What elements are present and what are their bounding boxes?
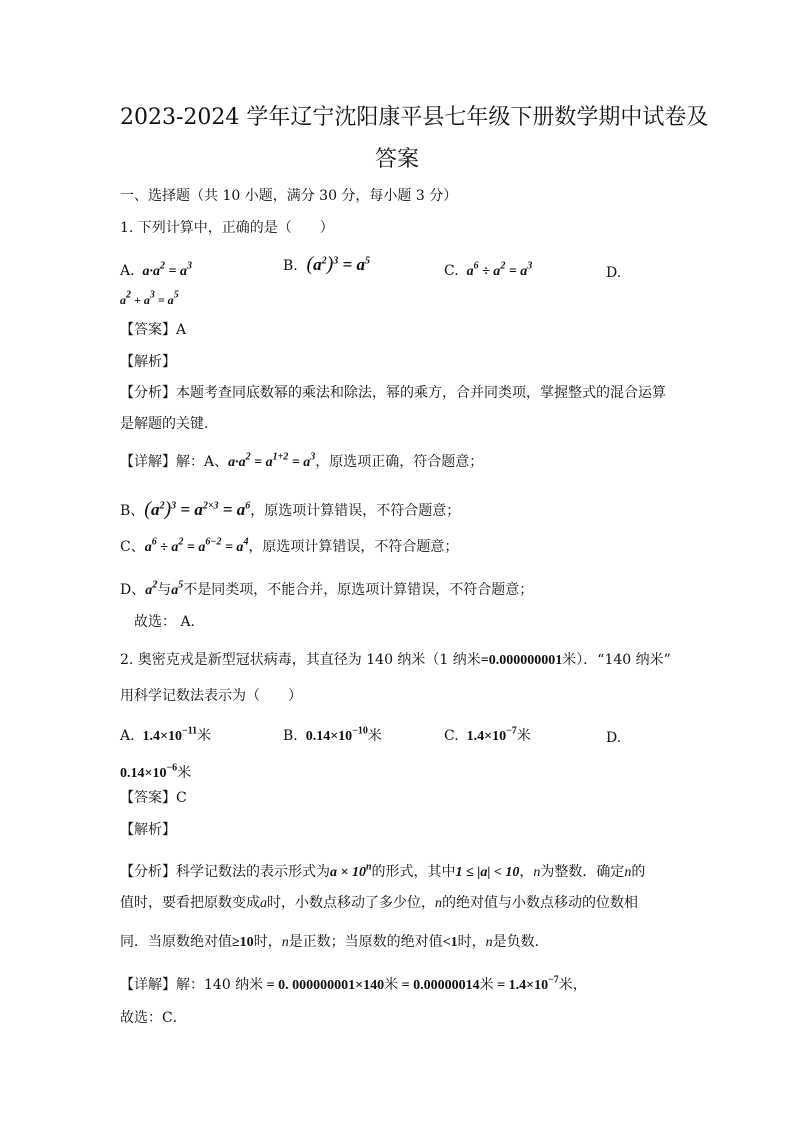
q2-det-d: 米， bbox=[558, 977, 587, 993]
question-2-stem-2: 用科学记数法表示为（ ） bbox=[120, 688, 302, 704]
q1-detail-b-prefix: B、 bbox=[120, 503, 145, 519]
q2-option-c-unit: 米 bbox=[516, 728, 531, 744]
q2-option-a-formula: $1.4\times 10^{-11}$ bbox=[139, 725, 198, 744]
q1-detail-c-tail: ，原选项计算错误，不符合题意； bbox=[248, 539, 459, 555]
q1-detail-a bbox=[120, 452, 483, 473]
q2-an2-b: 时，小数点移动了多少位， bbox=[267, 895, 435, 911]
q2-an1-a: 【分析】科学记数法的表示形式为 bbox=[120, 864, 330, 880]
q1-analysis-text-2: 是解题的关键． bbox=[120, 416, 218, 432]
q2-stem-text-b: 米）．“140 纳米” bbox=[562, 652, 671, 668]
q1-detail-d bbox=[120, 580, 533, 601]
section-heading: 一、选择题（共 10 小题，满分 30 分，每小题 3 分） bbox=[120, 188, 458, 204]
q1-detail-d-prefix: D、 bbox=[120, 582, 146, 598]
q2-answer: 【答案】C bbox=[120, 790, 187, 806]
q2-an3-n-var-2: n bbox=[485, 935, 493, 950]
q2-an1-range: 1 ≤ |a| < 10 bbox=[455, 865, 520, 880]
q2-option-d-formula: $0.14\times 10^{-6}$ bbox=[120, 762, 178, 781]
q2-an3-e: 是负数． bbox=[492, 934, 549, 950]
q1-option-b-formula: $(a^2)^3 = a^5$ bbox=[306, 253, 370, 275]
q1-detail-d-mid: 与 bbox=[157, 582, 172, 598]
q2-option-c-label: C. bbox=[444, 728, 459, 744]
q2-det-formula-3: = $1.4\times 10^{-7}$ bbox=[493, 974, 559, 993]
q2-an2-a: 值时，要看把原数变成 bbox=[120, 895, 260, 911]
q2-an3-c: 是正数；当原数的绝对值 bbox=[288, 934, 443, 950]
q1-detail-d-formula-1: $a^2$ bbox=[145, 579, 158, 598]
q2-option-a-label: A. bbox=[120, 728, 135, 744]
q2-analysis-line-3 bbox=[120, 932, 549, 953]
q2-an3-n-var: n bbox=[281, 935, 289, 950]
q2-an3-lt1: <1 bbox=[442, 935, 458, 950]
q1-option-b bbox=[283, 254, 370, 276]
q2-option-b-label: B. bbox=[283, 728, 298, 744]
q2-option-a bbox=[120, 726, 211, 747]
q2-det-a: 【详解】解：140 纳米 bbox=[120, 977, 264, 993]
q2-option-c-formula: $1.4\times 10^{-7}$ bbox=[463, 725, 517, 744]
q2-an1-formula: $a \times 10^n$ bbox=[330, 861, 372, 880]
q2-an1-e: 的 bbox=[631, 864, 646, 880]
q2-an1-d: 为整数．确定 bbox=[540, 864, 625, 880]
q1-detail-a-prefix: 【详解】解：A、 bbox=[120, 454, 229, 470]
q1-answer: 【答案】A bbox=[120, 322, 187, 338]
q1-detail-c bbox=[120, 537, 458, 558]
q2-analysis-label: 【解析】 bbox=[120, 822, 176, 838]
q1-option-d-label: D. bbox=[606, 265, 622, 281]
q1-analysis-label: 【解析】 bbox=[120, 354, 176, 370]
q2-analysis-line-1 bbox=[120, 862, 645, 883]
q2-an1-c: ， bbox=[519, 864, 534, 880]
q2-an1-b: 的形式，其中 bbox=[371, 864, 456, 880]
q2-det-c: 米 bbox=[479, 977, 494, 993]
q2-option-d-unit: 米 bbox=[177, 765, 192, 781]
q2-an2-n-var: n bbox=[435, 896, 442, 911]
q1-detail-c-formula: $a^6 \div a^2 = a^{6-2} = a^4$ bbox=[144, 536, 249, 555]
q2-option-c bbox=[444, 726, 531, 747]
q2-option-d-label: D. bbox=[606, 730, 622, 746]
q1-detail-c-prefix: C、 bbox=[120, 539, 145, 555]
q2-an3-d: 时， bbox=[457, 934, 486, 950]
q1-option-d-formula: $a^2 + a^3 = a^5$ bbox=[120, 289, 179, 307]
q1-option-c-label: C. bbox=[444, 263, 459, 279]
q1-option-a-formula: $a\cdot a^2 = a^3$ bbox=[139, 260, 192, 279]
q1-option-b-label: B. bbox=[283, 258, 298, 274]
q2-an3-a: 同．当原数绝对值 bbox=[120, 934, 232, 950]
page-title: 2023-2024 学年辽宁沈阳康平县七年级下册数学期中试卷及 bbox=[120, 105, 709, 130]
q1-option-c bbox=[444, 261, 532, 282]
q2-an3-b: 时， bbox=[253, 934, 282, 950]
q1-option-a bbox=[120, 261, 192, 282]
q1-option-a-label: A. bbox=[120, 263, 135, 279]
q2-an1-n-2: n bbox=[624, 865, 632, 880]
q2-analysis-line-2 bbox=[120, 893, 638, 914]
q2-option-a-unit: 米 bbox=[197, 728, 212, 744]
q2-stem-text-a: 2. 奥密克戎是新型冠状病毒，其直径为 140 纳米（1 纳米 bbox=[120, 652, 481, 668]
q2-an3-ge10: ≥10 bbox=[232, 935, 254, 950]
q2-choose: 故选：C． bbox=[120, 1010, 187, 1026]
question-2-stem-1 bbox=[120, 650, 671, 671]
q1-detail-a-formula: $a\cdot a^2 = a^{1+2} = a^3$ bbox=[228, 451, 316, 470]
q2-option-b-unit: 米 bbox=[367, 728, 382, 744]
q1-analysis-text-1: 【分析】本题考查同底数幂的乘法和除法，幂的乘方，合并同类项，掌握整式的混合运算 bbox=[120, 385, 666, 401]
q2-det-b: 米 bbox=[384, 977, 399, 993]
q2-stem-number: =0.000000001 bbox=[480, 653, 563, 668]
question-1-stem: 1. 下列计算中，正确的是（ ） bbox=[120, 220, 334, 236]
page-title-continued: 答案 bbox=[375, 147, 420, 172]
q1-choose: 故选： A． bbox=[134, 614, 205, 630]
q2-det-formula-2: = 0.00000014 bbox=[398, 978, 480, 993]
q1-detail-d-formula-2: $a^5$ bbox=[171, 579, 184, 598]
q2-det-formula-1: = 0. 000000001×140 bbox=[263, 978, 385, 993]
q1-detail-a-tail: ，原选项正确，符合题意； bbox=[315, 454, 484, 470]
q2-option-b-formula: $0.14\times 10^{-10}$ bbox=[302, 725, 368, 744]
q1-detail-b bbox=[120, 499, 460, 521]
q2-detail bbox=[120, 975, 587, 996]
q2-an1-n: n bbox=[533, 865, 541, 880]
q1-detail-b-tail: ，原选项计算错误，不符合题意； bbox=[250, 503, 461, 519]
q1-option-c-formula: $a^6 \div a^2 = a^3$ bbox=[463, 260, 533, 279]
q2-option-d bbox=[120, 763, 191, 784]
q1-detail-b-formula: $(a^2)^3 = a^{2\times 3} = a^6$ bbox=[144, 498, 251, 520]
q1-detail-d-tail: 不是同类项，不能合并，原选项计算错误，不符合题意； bbox=[183, 582, 534, 598]
q2-an2-c: 的绝对值与小数点移动的位数相 bbox=[442, 895, 638, 911]
q2-option-b bbox=[283, 726, 382, 747]
q2-an2-a-var: a bbox=[260, 896, 267, 911]
